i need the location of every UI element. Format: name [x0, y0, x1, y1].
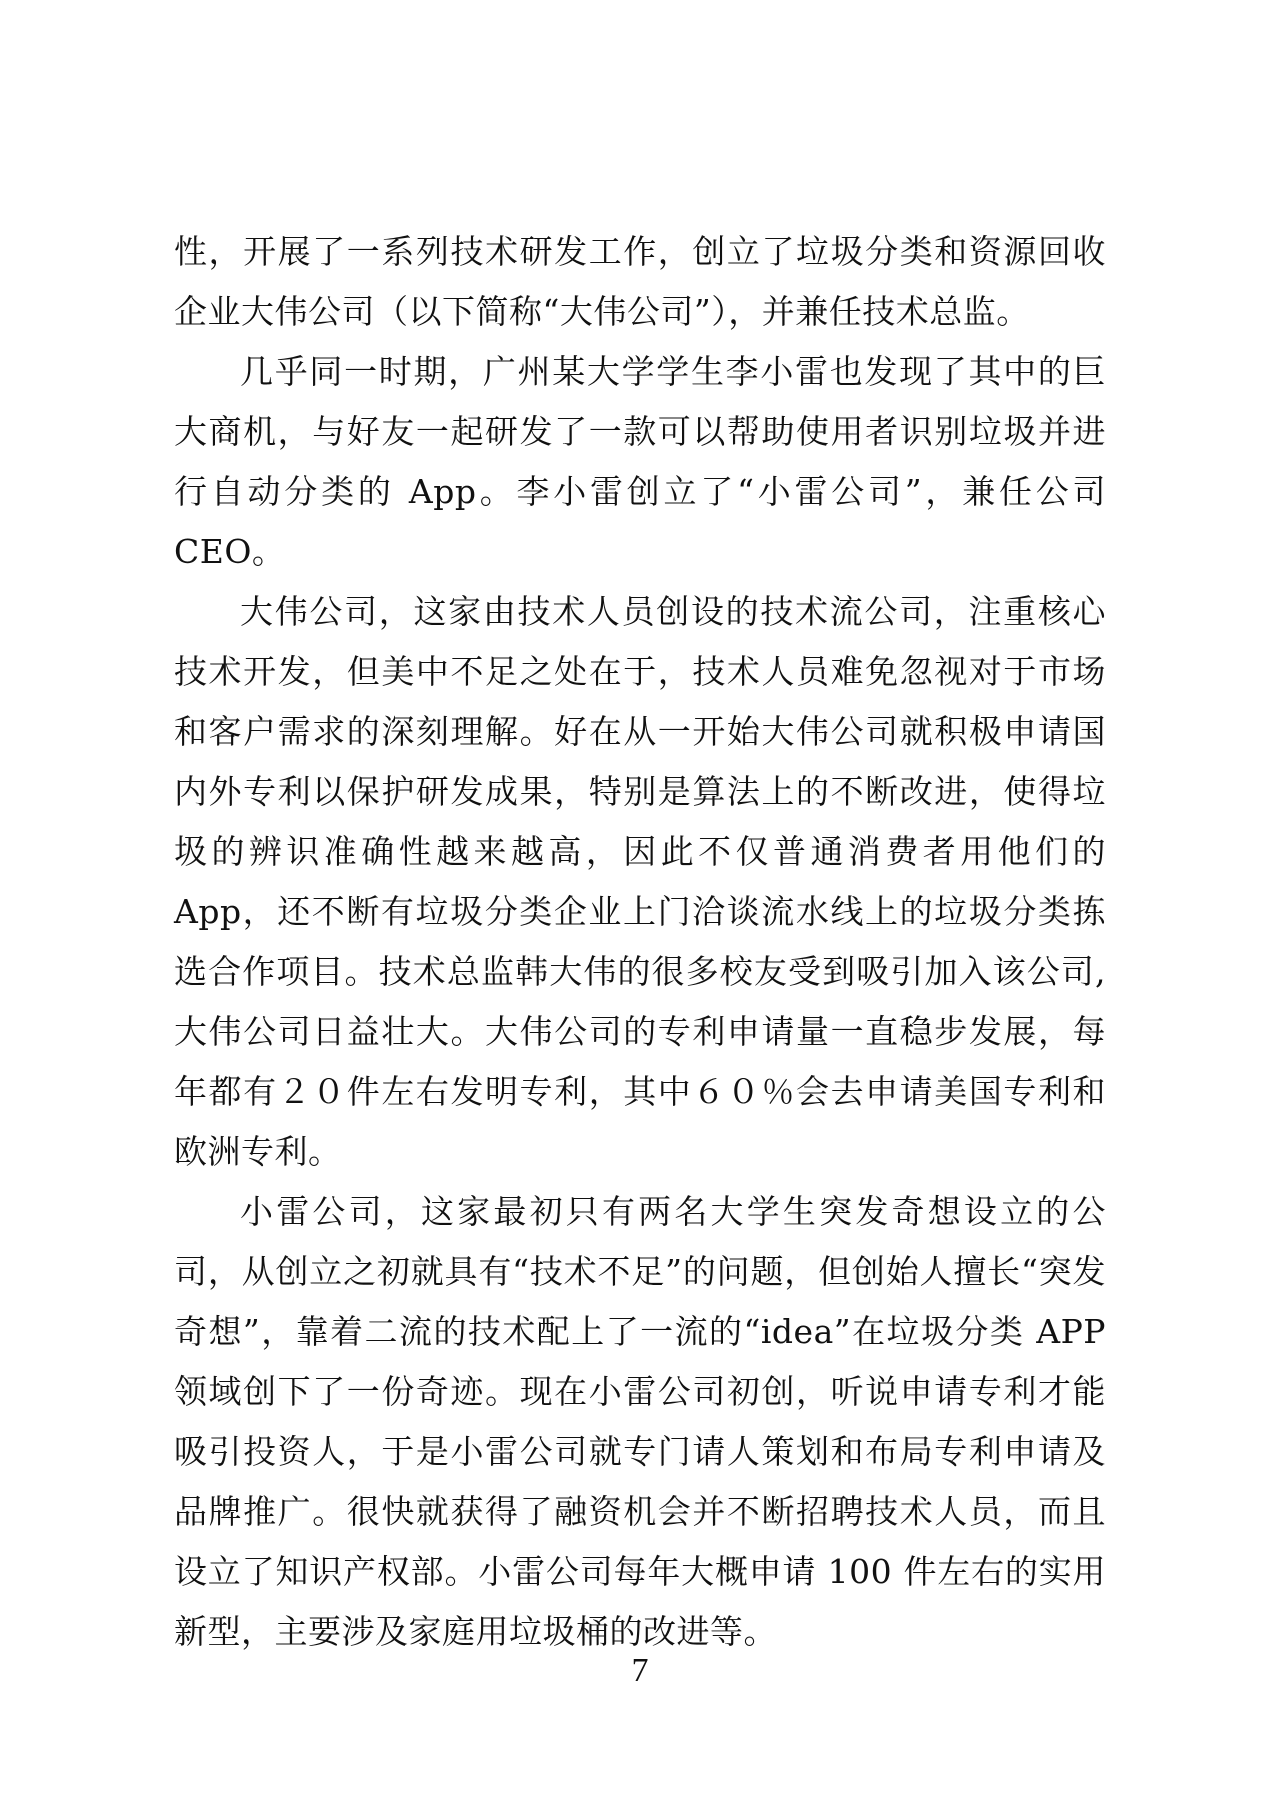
- paragraph-dawei-company: 大伟公司，这家由技术人员创设的技术流公司，注重核心技术开发，但美中不足之处在于，技术人员难免忽视对于市场和客户需求的深刻理解。好在从一开始大伟公司就积极申请国内外专利以保护研发成果，特别是算法上的不断改进，使得垃圾的辨识准确性越来越高，因此不仅普通消费者用他们的 App，还不断有垃圾分类企业上门洽谈流水线上的垃圾分类拣选合作项目。技术总监韩大伟的很多校友受到吸引加入该公司,大伟公司日益壮大。大伟公司的专利申请量一直稳步发展，每年都有２０件左右发明专利，其中６０％会去申请美国专利和欧洲专利。: [174, 592, 1106, 1171]
- paragraph-xiaolei-company: 小雷公司，这家最初只有两名大学生突发奇想设立的公司，从创立之初就具有“技术不足”的问题，但创始人擅长“突发奇想”，靠着二流的技术配上了一流的“idea”在垃圾分类 APP 领域创下了一份奇迹。现在小雷公司初创，听说申请专利才能吸引投资人，于是小雷公司就专门请人策划和布局专利申请及品牌推广。很快就获得了融资机会并不断招聘技术人员，而且设立了知识产权部。小雷公司每年大概申请 100 件左右的实用新型，主要涉及家庭用垃圾桶的改进等。: [174, 1192, 1106, 1651]
- paragraph-li-xiaolei: 几乎同一时期，广州某大学学生李小雷也发现了其中的巨大商机，与好友一起研发了一款可以帮助使用者识别垃圾并进行自动分类的 App。李小雷创立了“小雷公司”，兼任公司 CEO。: [174, 352, 1106, 571]
- paragraph-continued: 性，开展了一系列技术研发工作，创立了垃圾分类和资源回收企业大伟公司（以下简称“大伟公司”），并兼任技术总监。: [174, 232, 1106, 331]
- body-text: [174, 222, 1106, 1662]
- page-number: 7: [631, 1652, 649, 1689]
